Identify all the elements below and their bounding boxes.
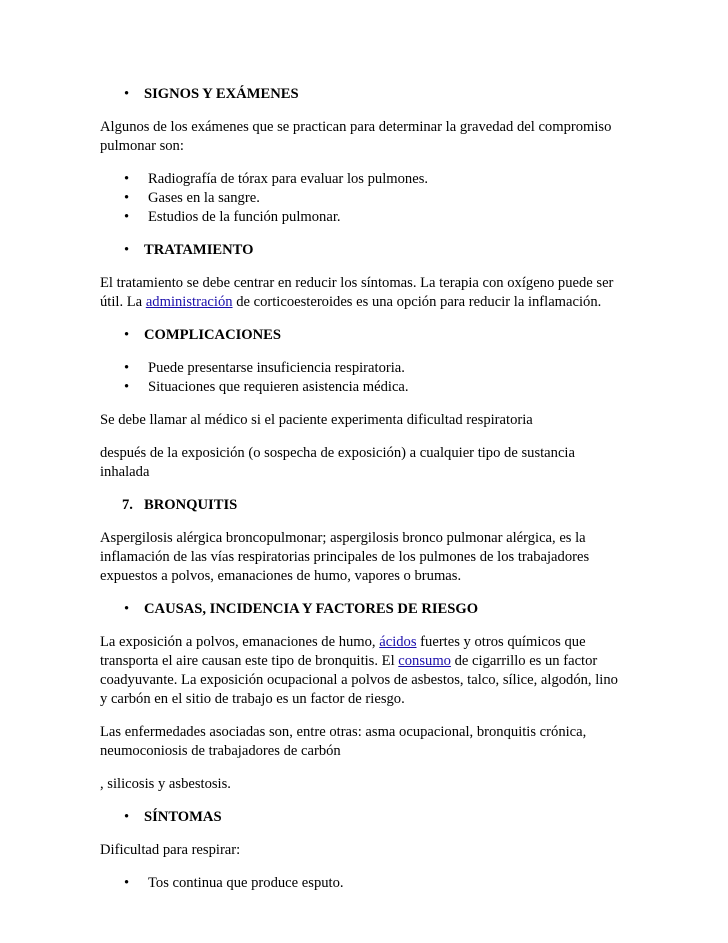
- bullet-icon: •: [124, 875, 130, 891]
- text-segment: de cigarrillo es un factor coadyuvante. La exposición ocupacional a polvos de asbestos, talco, sílice, algodón, lino y carbón en el sitio de trabajo es un factor de riesgo.: [100, 653, 618, 707]
- paragraph-causas: [100, 633, 628, 709]
- paragraph-enfermedades: Las enfermedades asociadas son, entre otras: asma ocupacional, bronquitis crónica, neumoconiosis de trabajadores de carbón: [100, 724, 587, 759]
- bullet-icon: •: [124, 171, 130, 187]
- link-consumo[interactable]: consumo: [398, 653, 451, 669]
- list-sintomas: [100, 874, 628, 893]
- heading-causas: [100, 600, 628, 619]
- bullet-icon: •: [124, 379, 130, 395]
- bullet-icon: •: [124, 242, 130, 258]
- list-item: [100, 874, 628, 893]
- list-item-text: Situaciones que requieren asistencia médica.: [148, 379, 409, 395]
- heading-complicaciones: [100, 326, 628, 345]
- link-administracion[interactable]: administración: [145, 294, 233, 310]
- paragraph-tratamiento: [100, 274, 628, 312]
- heading-signos-examenes: [100, 85, 628, 104]
- list-item-text: Tos continua que produce esputo.: [148, 875, 344, 891]
- bullet-icon: •: [124, 360, 130, 376]
- heading-text: TRATAMIENTO: [144, 242, 254, 258]
- list-item-text: Radiografía de tórax para evaluar los pulmones.: [148, 171, 429, 187]
- bullet-icon: •: [124, 86, 130, 102]
- bullet-icon: •: [124, 327, 130, 343]
- heading-text: COMPLICACIONES: [144, 327, 282, 343]
- text-segment: El tratamiento se debe centrar en reducir los síntomas. La terapia con oxígeno puede ser útil. La: [100, 275, 614, 310]
- list-item: [100, 208, 628, 227]
- list-item-text: Puede presentarse insuficiencia respiratoria.: [148, 360, 405, 376]
- list-item-text: Estudios de la función pulmonar.: [148, 209, 341, 225]
- list-item: [100, 359, 628, 378]
- bullet-icon: •: [124, 809, 130, 825]
- list-item: [100, 378, 628, 397]
- list-item-text: Gases en la sangre.: [148, 190, 260, 206]
- paragraph-signos-intro: Algunos de los exámenes que se practican para determinar la gravedad del compromiso pulmonar son:: [100, 119, 612, 154]
- heading-text: BRONQUITIS: [144, 497, 238, 513]
- paragraph-silicosis: , silicosis y asbestosis.: [100, 776, 231, 792]
- list-item: [100, 170, 628, 189]
- heading-bronquitis: [100, 496, 628, 515]
- heading-sintomas: [100, 808, 628, 827]
- bullet-icon: •: [124, 209, 130, 225]
- heading-text: SIGNOS Y EXÁMENES: [144, 86, 299, 102]
- bullet-icon: •: [124, 190, 130, 206]
- link-acidos[interactable]: ácidos: [379, 634, 417, 650]
- paragraph-complicaciones-2: después de la exposición (o sospecha de exposición) a cualquier tipo de sustancia inhalada: [100, 445, 575, 480]
- list-complicaciones: [100, 359, 628, 397]
- text-segment: fuertes y otros químicos que transporta el aire causan este tipo de bronquitis. El: [100, 634, 586, 669]
- text-segment: de corticoesteroides es una opción para reducir la inflamación.: [232, 294, 602, 310]
- heading-text: SÍNTOMAS: [144, 809, 222, 825]
- paragraph-complicaciones-1: Se debe llamar al médico si el paciente experimenta dificultad respiratoria: [100, 412, 533, 428]
- heading-tratamiento: [100, 241, 628, 260]
- heading-text: CAUSAS, INCIDENCIA Y FACTORES DE RIESGO: [144, 601, 479, 617]
- bullet-icon: •: [124, 601, 130, 617]
- list-signos: [100, 170, 628, 227]
- list-item: [100, 189, 628, 208]
- paragraph-bronquitis: Aspergilosis alérgica broncopulmonar; aspergilosis bronco pulmonar alérgica, es la inflamación de las vías respiratorias principales de los pulmones de los trabajadores expuestos a polvos, emanaciones de humo, vapores o brumas.: [100, 530, 590, 584]
- text-segment: La exposición a polvos, emanaciones de humo,: [100, 634, 380, 650]
- paragraph-sintomas-intro: Dificultad para respirar:: [100, 842, 241, 858]
- section-number: 7.: [122, 497, 133, 513]
